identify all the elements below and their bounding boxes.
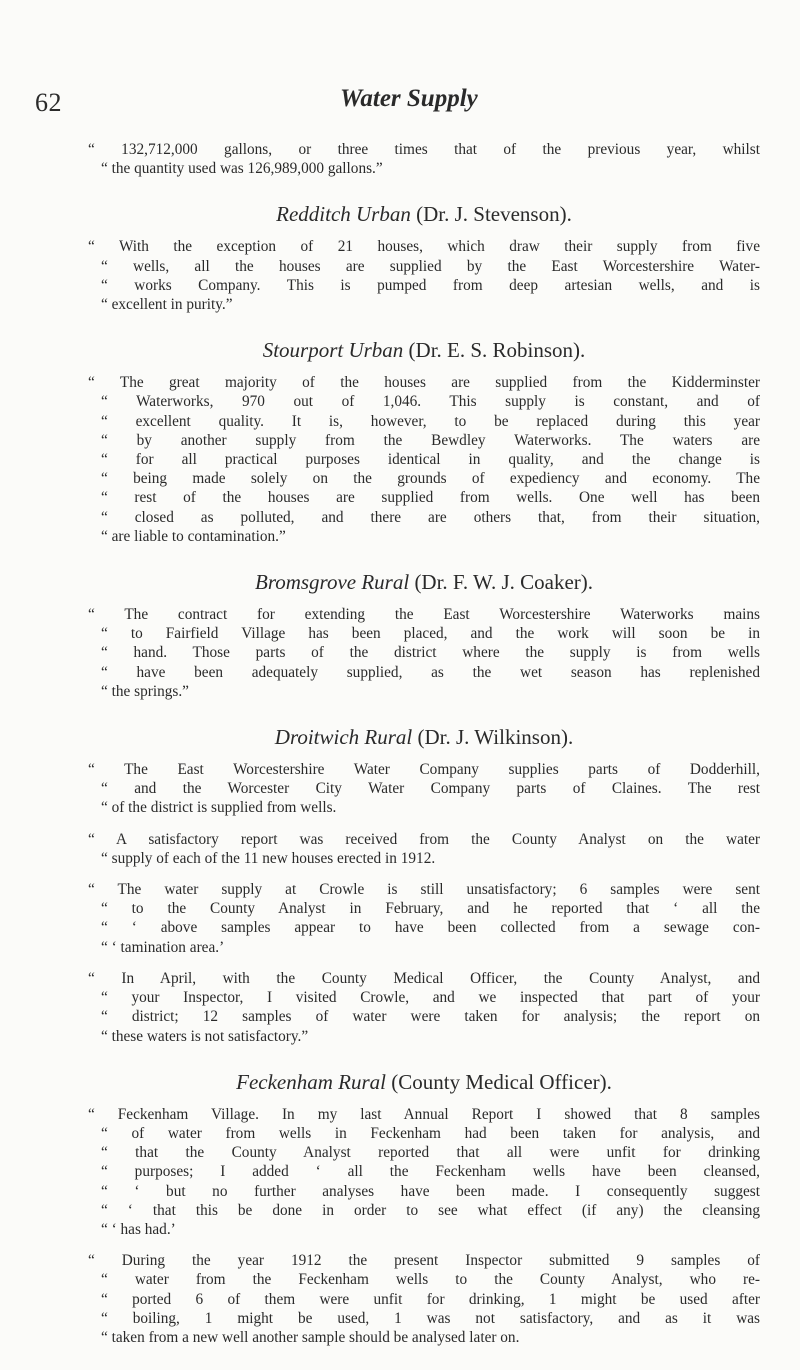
section-heading [88,1069,760,1095]
text-line: “ of the district is supplied from wells. [101,799,337,817]
paragraph [88,1105,760,1239]
text-line: “ The water supply at Crowle is still unsatisfactory; 6 samples were sent [88,881,760,899]
text-line: “ have been adequately supplied, as the wet season has replenished [101,663,760,681]
text-line: “ works Company. This is pumped from deep artesian wells, and is [101,276,760,294]
section-heading [88,724,760,750]
district-officer: (Dr. F. W. J. Coaker). [409,570,593,595]
paragraph [88,140,760,178]
text-line: “ supply of each of the 11 new houses erected in 1912. [101,849,436,867]
paragraph [88,969,760,1046]
section-heading [88,569,760,595]
paragraph [88,1251,760,1347]
text-line: “ ‘ above samples appear to have been collected from a sewage con- [101,919,760,937]
text-line: “ district; 12 samples of water were taken for analysis; the report on [101,1008,760,1026]
text-line: “ A satisfactory report was received from the County Analyst on the water [88,830,760,848]
text-line: “ excellent quality. It is, however, to be replaced during this year [101,412,760,430]
text-line: “ to the County Analyst in February, and he reported that ‘ all the [101,900,760,918]
page-body [88,140,760,1370]
district-name: Redditch Urban [276,202,411,227]
text-line: “ these waters is not satisfactory.” [101,1027,309,1045]
district-officer: (Dr. J. Stevenson). [410,202,572,227]
paragraph [88,373,760,546]
district-name: Stourport Urban [262,338,404,363]
text-line: “ the quantity used was 126,989,000 gallons.” [101,160,383,178]
text-line: “ being made solely on the grounds of expediency and economy. The [101,470,760,488]
text-line: “ The contract for extending the East Worcestershire Waterworks mains [88,606,760,624]
text-line: “ With the exception of 21 houses, which draw their supply from five [88,238,760,256]
district-officer: (County Medical Officer). [386,1069,612,1094]
text-line: “ your Inspector, I visited Crowle, and we inspected that part of your [101,989,760,1007]
text-line: “ are liable to contamination.” [101,527,286,545]
text-line: “ 132,712,000 gallons, or three times that of the previous year, whilst [88,141,760,158]
district-name: Bromsgrove Rural [255,570,410,595]
text-line: “ ‘ that this be done in order to see what effect (if any) the cleansing [101,1201,760,1219]
text-line: “ by another supply from the Bewdley Waterworks. The waters are [101,431,760,449]
text-line: “ ported 6 of them were unfit for drinking, 1 might be used after [101,1290,760,1308]
section-heading [88,337,760,363]
text-line: “ ‘ has had.’ [101,1220,176,1238]
section-heading [88,201,760,227]
text-line: “ rest of the houses are supplied from wells. One well has been [101,489,760,507]
text-line: “ excellent in purity.” [101,296,233,314]
text-line: “ In April, with the County Medical Officer, the County Analyst, and [88,969,760,987]
text-line: “ that the County Analyst reported that all were unfit for drinking [101,1144,760,1162]
text-line: “ The great majority of the houses are supplied from the Kidderminster [88,374,760,392]
text-line: “ Feckenham Village. In my last Annual Report I showed that 8 samples [88,1105,760,1123]
text-line: “ wells, all the houses are supplied by the East Worcestershire Water- [101,257,760,275]
district-officer: (Dr. E. S. Robinson). [403,338,586,363]
text-line: “ the springs.” [101,682,189,700]
page-number: 62 [35,88,62,117]
running-title: Water Supply [340,85,478,112]
paragraph [88,760,760,818]
text-line: “ purposes; I added ‘ all the Feckenham wells have been cleansed, [101,1163,760,1181]
text-line: “ and the Worcester City Water Company parts of Claines. The rest [101,780,760,798]
text-line: “ The East Worcestershire Water Company supplies parts of Dodderhill, [88,761,760,779]
district-name: Feckenham Rural [236,1069,386,1094]
text-line: “ During the year 1912 the present Inspector submitted 9 samples of [88,1252,760,1270]
text-line: “ water from the Feckenham wells to the County Analyst, who re- [101,1271,760,1289]
district-officer: (Dr. J. Wilkinson). [412,725,574,750]
text-line: “ to Fairfield Village has been placed, and the work will soon be in [101,625,760,643]
text-line: “ for all practical purposes identical in quality, and the change is [101,451,760,469]
text-line: “ boiling, 1 might be used, 1 was not satisfactory, and as it was [101,1309,760,1327]
text-line: “ of water from wells in Feckenham had been taken for analysis, and [101,1124,760,1142]
paragraph [88,830,760,868]
text-line: “ hand. Those parts of the district where the supply is from wells [101,644,760,662]
paragraph [88,880,760,957]
text-line: “ closed as polluted, and there are others that, from their situation, [101,508,760,526]
paragraph [88,237,760,314]
text-line: “ ‘ but no further analyses have been made. I consequently suggest [101,1182,760,1200]
text-line: “ ‘ tamination area.’ [101,938,225,956]
text-line: “ taken from a new well another sample should be analysed later on. [101,1328,520,1346]
paragraph [88,605,760,701]
district-name: Droitwich Rural [274,725,413,750]
text-line: “ Waterworks, 970 out of 1,046. This supply is constant, and of [101,393,760,411]
